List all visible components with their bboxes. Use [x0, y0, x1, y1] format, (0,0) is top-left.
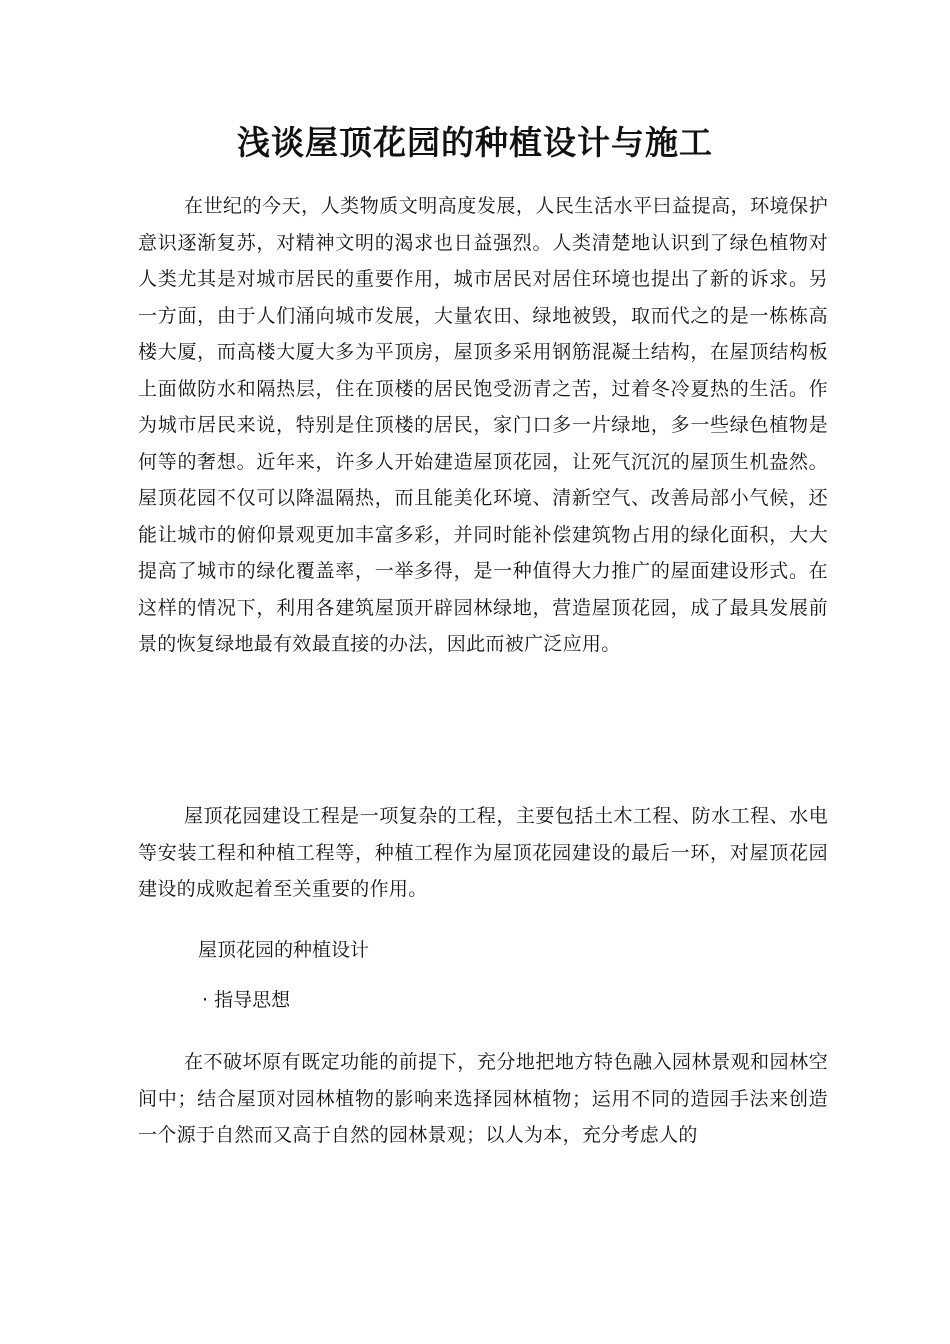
document-title: 浅谈屋顶花园的种植设计与施工	[237, 123, 713, 163]
body-paragraph-intro: 在世纪的今天，人类物质文明高度发展，人民生活水平曰益提高，环境保护意识逐渐复苏，对精神文明的渴求也日益强烈。人类清楚地认识到了绿色植物对人类尤其是对城市居民的重要作用，城市居民对居住环境也提出了新的诉求。另一方面，由于人们涌向城市发展，大量农田、绿地被毁，取而代之的是一栋栋高楼大厦，而高楼大厦大多为平顶房，屋顶多采用钢筋混凝土结构，在屋顶结构板上面做防水和隔热层，住在顶楼的居民饱受沥青之苦，过着冬冷夏热的生活。作为城市居民来说，特别是住顶楼的居民，家门口多一片绿地，多一些绿色植物是何等的奢想。近年来，许多人开始建造屋顶花园，让死气沉沉的屋顶生机盎然。屋顶花园不仅可以降温隔热，而且能美化环境、清新空气、改善局部小气候，还能让城市的俯仰景观更加丰富多彩，并同时能补偿建筑物占用的绿化面积，大大提高了城市的绿化覆盖率，一举多得，是一种值得大力推广的屋面建设形式。在这样的情况下，利用各建筑屋顶开辟园林绿地，营造屋顶花园，成了最具发展前景的恢复绿地最有效最直接的办法，因此而被广泛应用。	[138, 195, 828, 655]
section-heading: 屋顶花园的种植设计	[198, 939, 370, 961]
body-paragraph-engineering: 屋顶花园建设工程是一项复杂的工程，主要包括土木工程、防水工程、水电等安装工程和种植工程等，种植工程作为屋顶花园建设的最后一环，对屋顶花园建设的成败起着至关重要的作用。	[138, 805, 828, 900]
body-paragraph-guiding-principle: 在不破坏原有既定功能的前提下，充分地把地方特色融入园林景观和园林空间中；结合屋顶对园林植物的影响来选择园林植物；运用不同的造园手法来创造一个源于自然而又高于自然的园林景观；以人为本，充分考虑人的	[138, 1051, 828, 1146]
subsection-heading: · 指导思想	[202, 989, 291, 1011]
